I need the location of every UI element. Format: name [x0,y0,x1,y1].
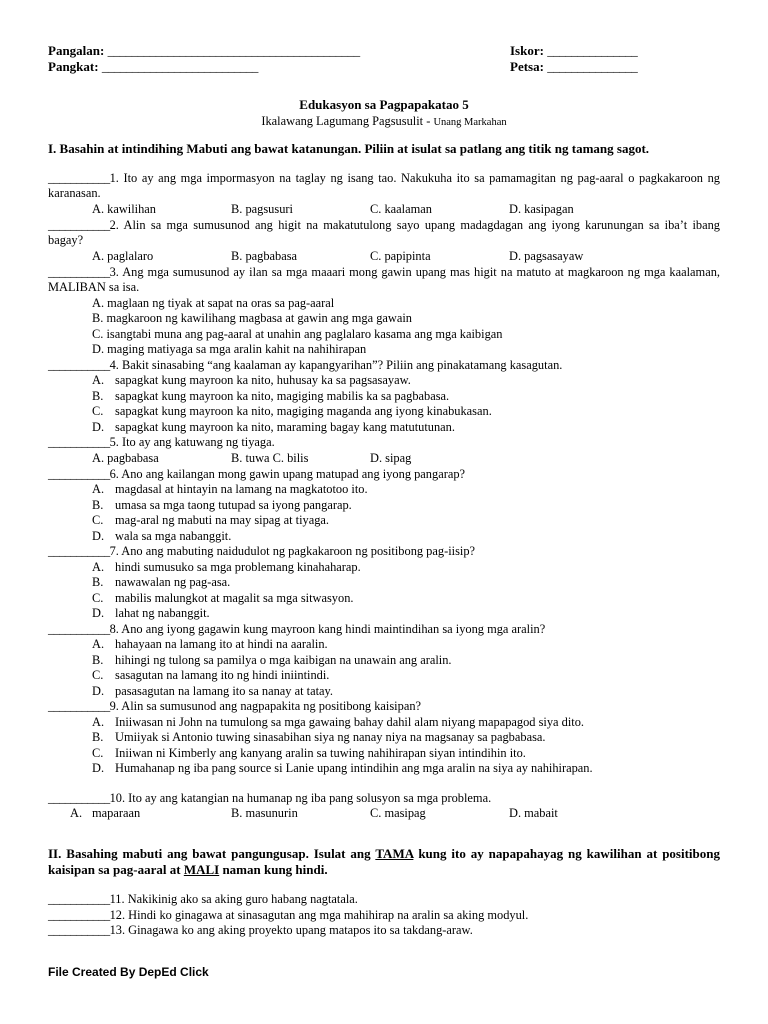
worksheet-page [48,43,720,939]
question-2 [48,218,720,249]
option-a [48,560,720,576]
question-text: 6. Ano ang kailangan mong gawin upang matupad ang iyong pangarap? [109,466,466,481]
score-field [510,43,637,59]
section-field [48,59,258,75]
answer-blank: ___________ [48,435,110,449]
option-d [48,606,720,622]
score-label: Iskor: [510,43,544,58]
option-text: sapagkat kung mayroon ka nito, maraming bagay kang matututunan. [115,419,455,434]
option-d: D. mabait [509,806,558,820]
question-10 [48,791,720,807]
part2-tama: TAMA [375,846,414,861]
option-a [48,373,720,389]
option-letter: D. [92,761,105,775]
option-d [48,761,720,777]
option-letter: A. [92,482,105,496]
option-letter: B. [92,497,104,512]
question-11 [48,892,720,908]
option-letter: D. [92,606,105,620]
footer-credit: File Created By DepEd Click [48,965,209,979]
answer-blank: ___________ [48,892,110,906]
part2-text-3: naman kung hindi. [222,861,328,877]
question-1-options [48,202,720,218]
score-line: _______________ [547,43,638,58]
question-text: 5. Ito ay ang katuwang ng tiyaga. [109,435,275,449]
option-c [48,591,720,607]
option-text: magdasal at hintayin na lamang na magkatotoo ito. [115,482,368,496]
option-b [48,653,720,669]
option-a-letter: A. [70,806,83,820]
question-1 [48,171,720,202]
question-13 [48,923,720,939]
date-label: Petsa: [510,59,544,74]
option-letter: A. [92,559,105,574]
question-text: 3. Ang mga sumusunod ay ilan sa mga maaari mong gawin upang mas higit na matuto at magkaroon ng mga kaalaman, MALIBAN sa isa. [48,264,720,294]
option-letter: D. [92,683,105,698]
answer-blank: ___________ [48,790,110,805]
option-letter: A. [92,714,105,729]
option-b: B. pagsusuri [231,201,293,216]
option-d [48,420,720,436]
section-label: Pangkat: [48,59,99,74]
option-b: B. magkaroon ng kawilihang magbasa at gawin ang mga gawain [92,311,413,325]
question-5-options [48,451,720,467]
option-letter: B. [92,575,104,589]
question-10-options [48,806,720,822]
subtitle-main: Ikalawang Lagumang Pagsusulit - [261,113,431,128]
option-c: C. papipinta [370,248,431,263]
option-letter: C. [92,745,104,760]
part2-text-1: II. Basahing mabuti ang bawat pangungusap. Isulat ang [48,846,371,861]
option-c: C. masipag [370,806,426,820]
question-4-options [48,373,720,435]
header-row-1 [48,43,720,59]
option-a: A. paglalaro [92,248,154,263]
question-9-options [48,715,720,777]
option-c [48,513,720,529]
option-text: lahat ng nabanggit. [115,606,210,620]
option-a: A. maglaan ng tiyak at sapat na oras sa pag-aaral [92,295,335,310]
question-text: 1. Ito ay ang mga impormasyon na taglay ng isang tao. Nakukuha ito sa pamamagitan ng pag-aaral o pagkakaroon ng karanasan. [48,170,720,200]
question-text: 12. Hindi ko ginagawa at sinasagutan ang mga mahihirap na aralin sa aking modyul. [109,907,529,922]
question-5 [48,435,720,451]
answer-blank: ___________ [48,264,110,279]
option-text: umasa sa mga taong tutupad sa iyong pangarap. [115,497,352,512]
answer-blank: ___________ [48,466,110,481]
option-text: hahayaan na lamang ito at hindi na aaralin. [115,637,328,651]
option-a [48,482,720,498]
option-d: D. kasipagan [509,201,574,216]
option-text: mag-aral ng mabuti na may sipag at tiyaga. [115,513,330,527]
answer-blank: ___________ [48,923,110,937]
option-text: Umiiyak si Antonio tuwing sinasabihan siya ng nanay niya na magsanay sa pagbabasa. [115,730,546,744]
option-b: B. masunurin [231,806,298,820]
option-c: C. isangtabi muna ang pag-aaral at unahin ang paglalaro kasama ang mga kaibigan [92,326,503,341]
option-c [48,404,720,420]
option-letter: C. [92,590,104,605]
option-a: A. pagbabasa [92,450,159,465]
option-text: Iniiwan ni Kimberly ang kanyang aralin sa tuwing nahihirapan siyan intindihin ito. [115,745,526,760]
name-line: __________________________________________ [107,43,360,58]
question-text: 9. Alin sa sumusunod ang nagpapakita ng positibong kaisipan? [109,699,422,713]
question-3-options [48,296,720,358]
date-field [510,59,637,75]
part2-text-2: kung ito ay napapahayag ng kawilihan at positibong kaisipan sa pag-aaral at [48,846,721,877]
answer-blank: ___________ [48,621,110,636]
option-text: pasasagutan na lamang ito sa nanay at tatay. [115,683,334,698]
option-letter: B. [92,652,104,667]
question-6-options [48,482,720,544]
option-b [48,730,720,746]
option-text: Iniiwasan ni John na tumulong sa mga gawaing bahay dahil alam niyang mapapagod siya dito. [115,714,585,729]
question-7 [48,544,720,560]
option-text: sasagutan na lamang ito ng hindi iniintindi. [115,668,330,682]
answer-blank: ___________ [48,217,110,232]
option-b [48,575,720,591]
answer-blank: ___________ [48,699,110,713]
option-letter: D. [92,419,105,434]
option-c [48,746,720,762]
option-b [48,498,720,514]
question-8 [48,622,720,638]
header-row-2 [48,59,720,75]
answer-blank: ___________ [48,907,110,922]
question-8-options [48,637,720,699]
option-text: hihingi ng tulong sa pamilya o mga kaibigan na unawain ang aralin. [115,652,452,667]
question-12 [48,908,720,924]
answer-blank: ___________ [48,544,110,558]
option-d [48,684,720,700]
option-c: C. kaalaman [370,201,432,216]
part2-mali: MALI [183,861,220,877]
question-9 [48,699,720,715]
question-text: 8. Ano ang iyong gagawin kung mayroon kang hindi maintindihan sa iyong mga aralin? [109,621,546,636]
part2-instructions [48,846,720,877]
option-text: wala sa mga nabanggit. [115,528,232,543]
option-text: sapagkat kung mayroon ka nito, magiging maganda ang iyong kinabukasan. [115,404,492,418]
option-letter: B. [92,388,104,403]
option-letter: B. [92,730,104,744]
option-letter: A. [92,373,105,387]
option-text: sapagkat kung mayroon ka nito, magiging mabilis ka sa pagbabasa. [115,388,450,403]
option-b [48,389,720,405]
option-letter: A. [92,637,105,651]
subtitle-small: Unang Markahan [433,116,507,128]
option-d: D. pagsasayaw [509,248,584,263]
name-label: Pangalan: [48,43,105,58]
part1-instructions: I. Basahin at intindihing Mabuti ang bawat katanungan. Piliin at isulat sa patlang ang titik ng tamang sagot. [48,141,650,156]
option-a: A. kawilihan [92,201,157,216]
answer-blank: ___________ [48,357,110,372]
document-subtitle [48,114,720,131]
question-7-options [48,560,720,622]
option-text: Humahanap ng iba pang source si Lanie upang intindihin ang mga aralin na siya ay nahihirapan. [115,761,593,775]
option-a [48,637,720,653]
option-text: nawawalan ng pag-asa. [115,575,231,589]
document-title: Edukasyon sa Pagpapakatao 5 [299,97,469,112]
date-line: _______________ [547,59,638,74]
option-text: sapagkat kung mayroon ka nito, huhusay ka sa pagsasayaw. [115,373,411,387]
question-text: 2. Alin sa mga sumusunod ang higit na makatutulong sayo upang madagdagan ang iyong karunungan sa iba’t ibang bagay? [48,217,720,247]
option-a [48,715,720,731]
question-2-options [48,249,720,265]
option-text: hindi sumusuko sa mga problemang kinahaharap. [115,559,361,574]
question-text: 7. Ano ang mabuting naidudulot ng pagkakaroon ng positibong pag-iisip? [109,544,476,558]
option-b: B. pagbabasa [231,248,298,263]
option-d [48,529,720,545]
option-b-c: B. tuwa C. bilis [231,450,309,465]
question-3 [48,265,720,296]
question-4 [48,358,720,374]
option-d: D. sipag [370,450,412,465]
answer-blank: ___________ [48,170,110,185]
name-field [48,43,360,59]
option-text: mabilis malungkot at magalit sa mga sitwasyon. [115,590,354,605]
section-line: __________________________ [101,59,258,74]
option-letter: D. [92,528,105,543]
option-a: maparaan [92,806,141,820]
question-text: 4. Bakit sinasabing “ang kaalaman ay kapangyarihan”? Piliin ang pinakatamang kasagutan. [109,357,563,372]
question-text: 10. Ito ay ang katangian na humanap ng iba pang solusyon sa mga problema. [109,790,492,805]
option-c [48,668,720,684]
option-d: D. maging matiyaga sa mga aralin kahit na nahihirapan [92,342,367,356]
question-text: 11. Nakikinig ako sa aking guro habang nagtatala. [109,892,358,906]
question-6 [48,467,720,483]
option-letter: C. [92,668,104,682]
option-letter: C. [92,404,104,418]
question-text: 13. Ginagawa ko ang aking proyekto upang matapos ito sa takdang-araw. [109,923,473,937]
option-letter: C. [92,513,104,527]
